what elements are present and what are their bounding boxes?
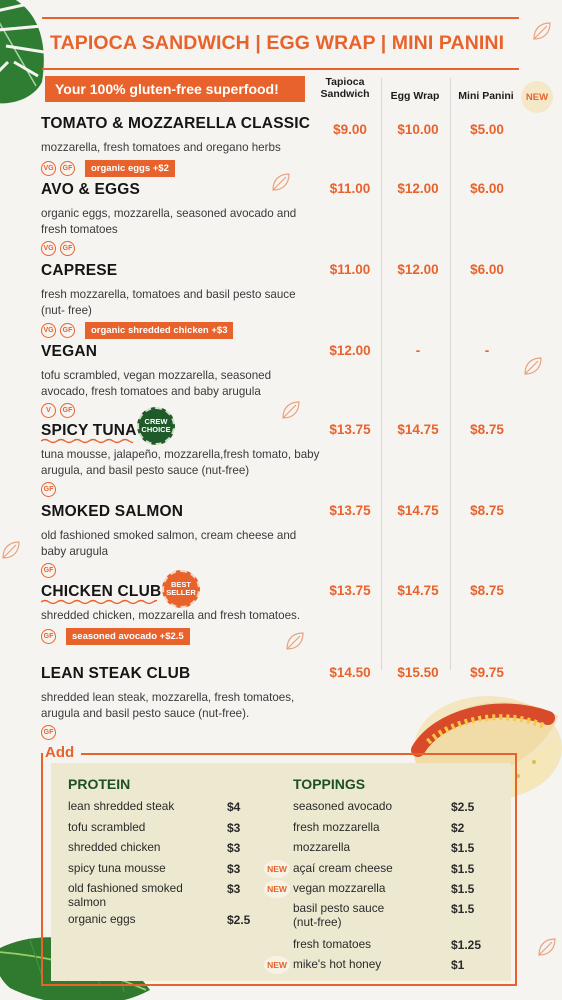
protein-row-name: organic eggs — [68, 912, 136, 926]
topping-row-name: açaí cream cheese — [293, 861, 393, 875]
price-tapioca: $11.00 — [329, 262, 371, 277]
new-tag: NEW — [264, 860, 290, 878]
protein-row-price: $2.5 — [227, 913, 251, 927]
price-egg-wrap: $12.00 — [397, 181, 439, 196]
menu-item-avo-eggs — [41, 181, 321, 256]
dietary-icons — [41, 403, 321, 418]
protein-heading: PROTEIN — [68, 776, 131, 792]
topping-row-name: fresh tomatoes — [293, 937, 372, 951]
vegan-icon: V — [41, 403, 56, 418]
item-description: organic eggs, mozzarella, seasoned avocado and fresh tomatoes — [41, 207, 297, 236]
column-header-tapioca: Tapioca Sandwich — [320, 76, 370, 100]
price-mini-panini: $8.75 — [470, 583, 504, 598]
gluten-free-icon: GF — [60, 323, 75, 338]
item-description: tuna mousse, jalapeño, mozzarella,fresh tomato, baby arugula, and basil pesto sauce (nut-free) — [41, 448, 320, 477]
dietary-icons — [41, 322, 321, 339]
price-mini-panini: - — [484, 343, 490, 358]
price-mini-panini: $5.00 — [470, 122, 504, 137]
menu-item-smoked-salmon — [41, 503, 321, 578]
dietary-icons — [41, 725, 321, 740]
item-name: CHICKEN CLUB — [41, 583, 162, 600]
protein-row-name: lean shredded steak — [68, 799, 175, 813]
protein-row-price: $3 — [227, 841, 241, 855]
column-header-egg-wrap: Egg Wrap — [390, 90, 440, 102]
topping-row-price: $1.5 — [451, 902, 475, 916]
vegetarian-icon: VG — [41, 161, 56, 176]
item-name: CAPRESE — [41, 262, 118, 279]
header-bottom-rule — [42, 68, 519, 70]
protein-row-price: $3 — [227, 882, 241, 896]
menu-item-spicy-tuna — [41, 422, 321, 497]
price-mini-panini: $8.75 — [470, 422, 504, 437]
menu-item-lean-steak-club — [41, 665, 321, 740]
column-header-mini-panini: Mini Panini — [458, 90, 514, 102]
topping-row-price: $1.5 — [451, 862, 475, 876]
item-name: AVO & EGGS — [41, 181, 141, 198]
topping-row-name: fresh mozzarella — [293, 820, 380, 834]
price-egg-wrap: $12.00 — [397, 262, 439, 277]
add-ons-label: Add — [45, 744, 75, 761]
item-name: TOMATO & MOZZARELLA CLASSIC — [41, 115, 311, 132]
tagline-banner: Your 100% gluten-free superfood! — [45, 76, 305, 102]
vegetarian-icon: VG — [41, 241, 56, 256]
squiggle-underline — [41, 438, 133, 444]
gluten-free-icon: GF — [41, 482, 56, 497]
addon-tag: organic eggs +$2 — [85, 160, 175, 177]
addon-tag: organic shredded chicken +$3 — [85, 322, 233, 339]
item-name: SMOKED SALMON — [41, 503, 184, 520]
price-mini-panini: $6.00 — [470, 181, 504, 196]
item-description: shredded lean steak, mozzarella, fresh tomatoes, arugula and basil pesto sauce (nut-free). — [41, 691, 295, 720]
item-description: fresh mozzarella, tomatoes and basil pesto sauce (nut- free) — [41, 288, 296, 317]
price-tapioca: $13.75 — [329, 503, 371, 518]
price-tapioca: $12.00 — [329, 343, 371, 358]
header-top-rule — [42, 17, 519, 19]
new-tag: NEW — [264, 956, 290, 974]
crew-choice-seal: CREW CHOICE — [137, 407, 175, 445]
new-badge: NEW — [521, 81, 553, 113]
gluten-free-icon: GF — [41, 629, 56, 644]
protein-row-price: $3 — [227, 862, 241, 876]
protein-row-name: old fashioned smoked salmon — [68, 881, 183, 909]
leaf-doodle-icon — [522, 355, 544, 377]
price-mini-panini: $8.75 — [470, 503, 504, 518]
price-egg-wrap: $15.50 — [397, 665, 439, 680]
leaf-doodle-icon — [531, 20, 553, 42]
protein-row-name: shredded chicken — [68, 840, 161, 854]
topping-row-name: mozzarella — [293, 840, 351, 854]
item-description: mozzarella, fresh tomatoes and oregano herbs — [41, 141, 281, 154]
topping-row-name: basil pesto sauce (nut-free) — [293, 901, 385, 929]
column-divider — [450, 78, 451, 670]
squiggle-underline — [41, 599, 157, 605]
gluten-free-icon: GF — [60, 161, 75, 176]
dietary-icons — [41, 160, 321, 177]
toppings-heading: TOPPINGS — [293, 776, 366, 792]
dietary-icons — [41, 628, 321, 645]
topping-row-name: seasoned avocado — [293, 799, 393, 813]
price-tapioca: $9.00 — [333, 122, 367, 137]
protein-row-price: $4 — [227, 800, 241, 814]
topping-row-price: $1 — [451, 958, 465, 972]
leaf-doodle-icon — [536, 936, 558, 958]
item-name: LEAN STEAK CLUB — [41, 665, 191, 682]
topping-row-price: $2.5 — [451, 800, 475, 814]
dietary-icons — [41, 482, 321, 497]
new-tag: NEW — [264, 880, 290, 898]
menu-item-tomato-mozzarella — [41, 115, 321, 177]
gluten-free-icon: GF — [41, 563, 56, 578]
price-mini-panini: $6.00 — [470, 262, 504, 277]
vegetarian-icon: VG — [41, 323, 56, 338]
topping-row-price: $1.25 — [451, 938, 482, 952]
price-egg-wrap: - — [415, 343, 421, 358]
item-description: old fashioned smoked salmon, cream cheese and baby arugula — [41, 529, 297, 558]
addon-tag: seasoned avocado +$2.5 — [66, 628, 190, 645]
price-tapioca: $14.50 — [329, 665, 371, 680]
price-egg-wrap: $10.00 — [397, 122, 439, 137]
protein-row-price: $3 — [227, 821, 241, 835]
price-tapioca: $13.75 — [329, 583, 371, 598]
topping-row-price: $1.5 — [451, 882, 475, 896]
topping-row-name: vegan mozzarella — [293, 881, 386, 895]
protein-row-name: tofu scrambled — [68, 820, 146, 834]
topping-row-name: mike's hot honey — [293, 957, 382, 971]
price-egg-wrap: $14.75 — [397, 503, 439, 518]
protein-row-name: spicy tuna mousse — [68, 861, 166, 875]
column-divider — [381, 78, 382, 670]
topping-row-price: $1.5 — [451, 841, 475, 855]
item-name: SPICY TUNA — [41, 422, 137, 439]
item-description: tofu scrambled, vegan mozzarella, seasoned avocado, fresh tomatoes and baby arugula — [41, 369, 272, 398]
best-seller-seal: BEST SELLER — [162, 570, 200, 608]
price-egg-wrap: $14.75 — [397, 422, 439, 437]
dietary-icons — [41, 241, 321, 256]
price-mini-panini: $9.75 — [470, 665, 504, 680]
leaf-doodle-icon — [0, 539, 22, 561]
gluten-free-icon: GF — [60, 241, 75, 256]
menu-item-caprese — [41, 262, 321, 339]
item-description: shredded chicken, mozzarella and fresh tomatoes. — [41, 609, 301, 622]
gluten-free-icon: GF — [60, 403, 75, 418]
price-tapioca: $11.00 — [329, 181, 371, 196]
topping-row-price: $2 — [451, 821, 465, 835]
price-egg-wrap: $14.75 — [397, 583, 439, 598]
menu-item-vegan — [41, 343, 321, 418]
item-name: VEGAN — [41, 343, 98, 360]
price-tapioca: $13.75 — [329, 422, 371, 437]
gluten-free-icon: GF — [41, 725, 56, 740]
menu-title: TAPIOCA SANDWICH | EGG WRAP | MINI PANINI — [50, 32, 505, 54]
